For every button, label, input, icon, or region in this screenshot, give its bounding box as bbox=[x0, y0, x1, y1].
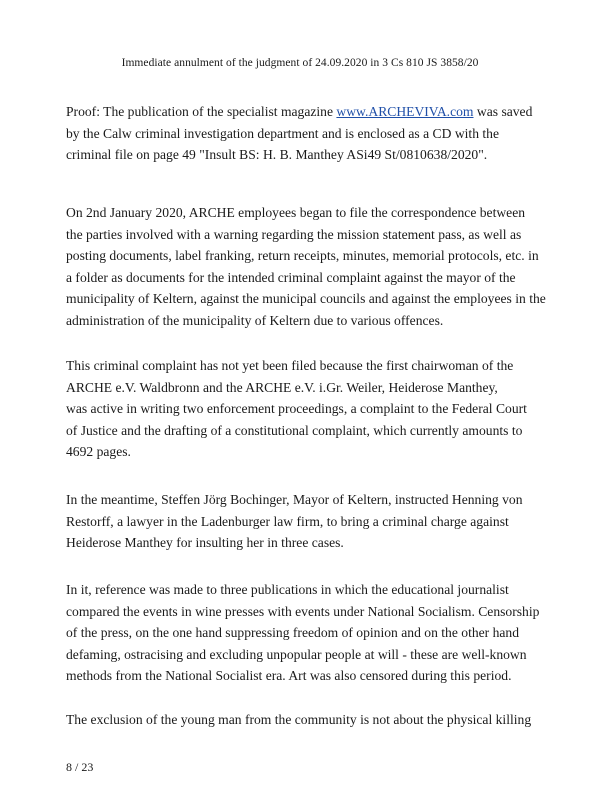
paragraph-line: the parties involved with a warning regarding the mission statement pass, as well as bbox=[66, 226, 522, 242]
paragraph-line: criminal file on page 49 "Insult BS: H. B. Manthey ASi49 St/0810638/2020". bbox=[66, 147, 488, 162]
paragraph-line: On 2nd January 2020, ARCHE employees began to file the correspondence between bbox=[66, 205, 526, 220]
paragraph-line: Restorff, a lawyer in the Ladenburger law firm, to bring a criminal charge against bbox=[66, 513, 509, 529]
paragraph-line bbox=[66, 101, 552, 123]
paragraph-exclusion bbox=[66, 709, 552, 731]
paragraph-line: methods from the National Socialist era. Art was also censored during this period. bbox=[66, 668, 512, 683]
paragraph-line: administration of the municipality of Keltern due to various offences. bbox=[66, 312, 444, 328]
paragraph-line: posting documents, label franking, return receipts, minutes, memorial protocols, etc. in bbox=[66, 248, 539, 263]
paragraph-line: ARCHE e.V. Waldbronn and the ARCHE e.V. i.Gr. Weiler, Heiderose Manthey, bbox=[66, 379, 498, 395]
paragraph-line: Heiderose Manthey for insulting her in three cases. bbox=[66, 535, 344, 550]
paragraph-line: municipality of Keltern, against the municipal councils and against the employees in the bbox=[66, 291, 546, 306]
paragraph-line: compared the events in wine presses with events under National Socialism. Censorship bbox=[66, 603, 540, 619]
archeviva-link[interactable]: www.ARCHEVIVA.com bbox=[336, 104, 474, 119]
paragraph-publications bbox=[66, 579, 552, 687]
paragraph-filing bbox=[66, 202, 552, 331]
paragraph-line: a folder as documents for the intended criminal complaint against the mayor of the bbox=[66, 269, 516, 285]
line-text: was saved bbox=[473, 104, 533, 119]
page-header: Immediate annulment of the judgment of 24.09.2020 in 3 Cs 810 JS 3858/20 bbox=[121, 57, 479, 69]
paragraph-line: was active in writing two enforcement proceedings, a complaint to the Federal Court bbox=[66, 401, 527, 416]
paragraph-line: The exclusion of the young man from the community is not about the physical killing bbox=[66, 712, 532, 727]
paragraph-line: defaming, ostracising and excluding unpopular people at will - these are well-known bbox=[66, 646, 527, 662]
paragraph-complaint bbox=[66, 355, 552, 463]
paragraph-line: In the meantime, Steffen Jörg Bochinger, Mayor of Keltern, instructed Henning von bbox=[66, 492, 523, 507]
page-number: 8 / 23 bbox=[66, 760, 94, 774]
paragraph-line: This criminal complaint has not yet been filed because the first chairwoman of the bbox=[66, 358, 514, 373]
paragraph-line: of the press, on the one hand suppressing freedom of opinion and on the other hand bbox=[66, 625, 520, 640]
line-text: Proof: The publication of the specialist magazine bbox=[66, 104, 337, 119]
paragraph-meantime bbox=[66, 489, 552, 554]
paragraph-line: by the Calw criminal investigation department and is enclosed as a CD with the bbox=[66, 125, 500, 141]
paragraph-line: In it, reference was made to three publications in which the educational journalist bbox=[66, 582, 509, 597]
paragraph-proof bbox=[66, 101, 552, 166]
paragraph-line: 4692 pages. bbox=[66, 444, 131, 459]
paragraph-line: of Justice and the drafting of a constitutional complaint, which currently amounts to bbox=[66, 422, 523, 438]
